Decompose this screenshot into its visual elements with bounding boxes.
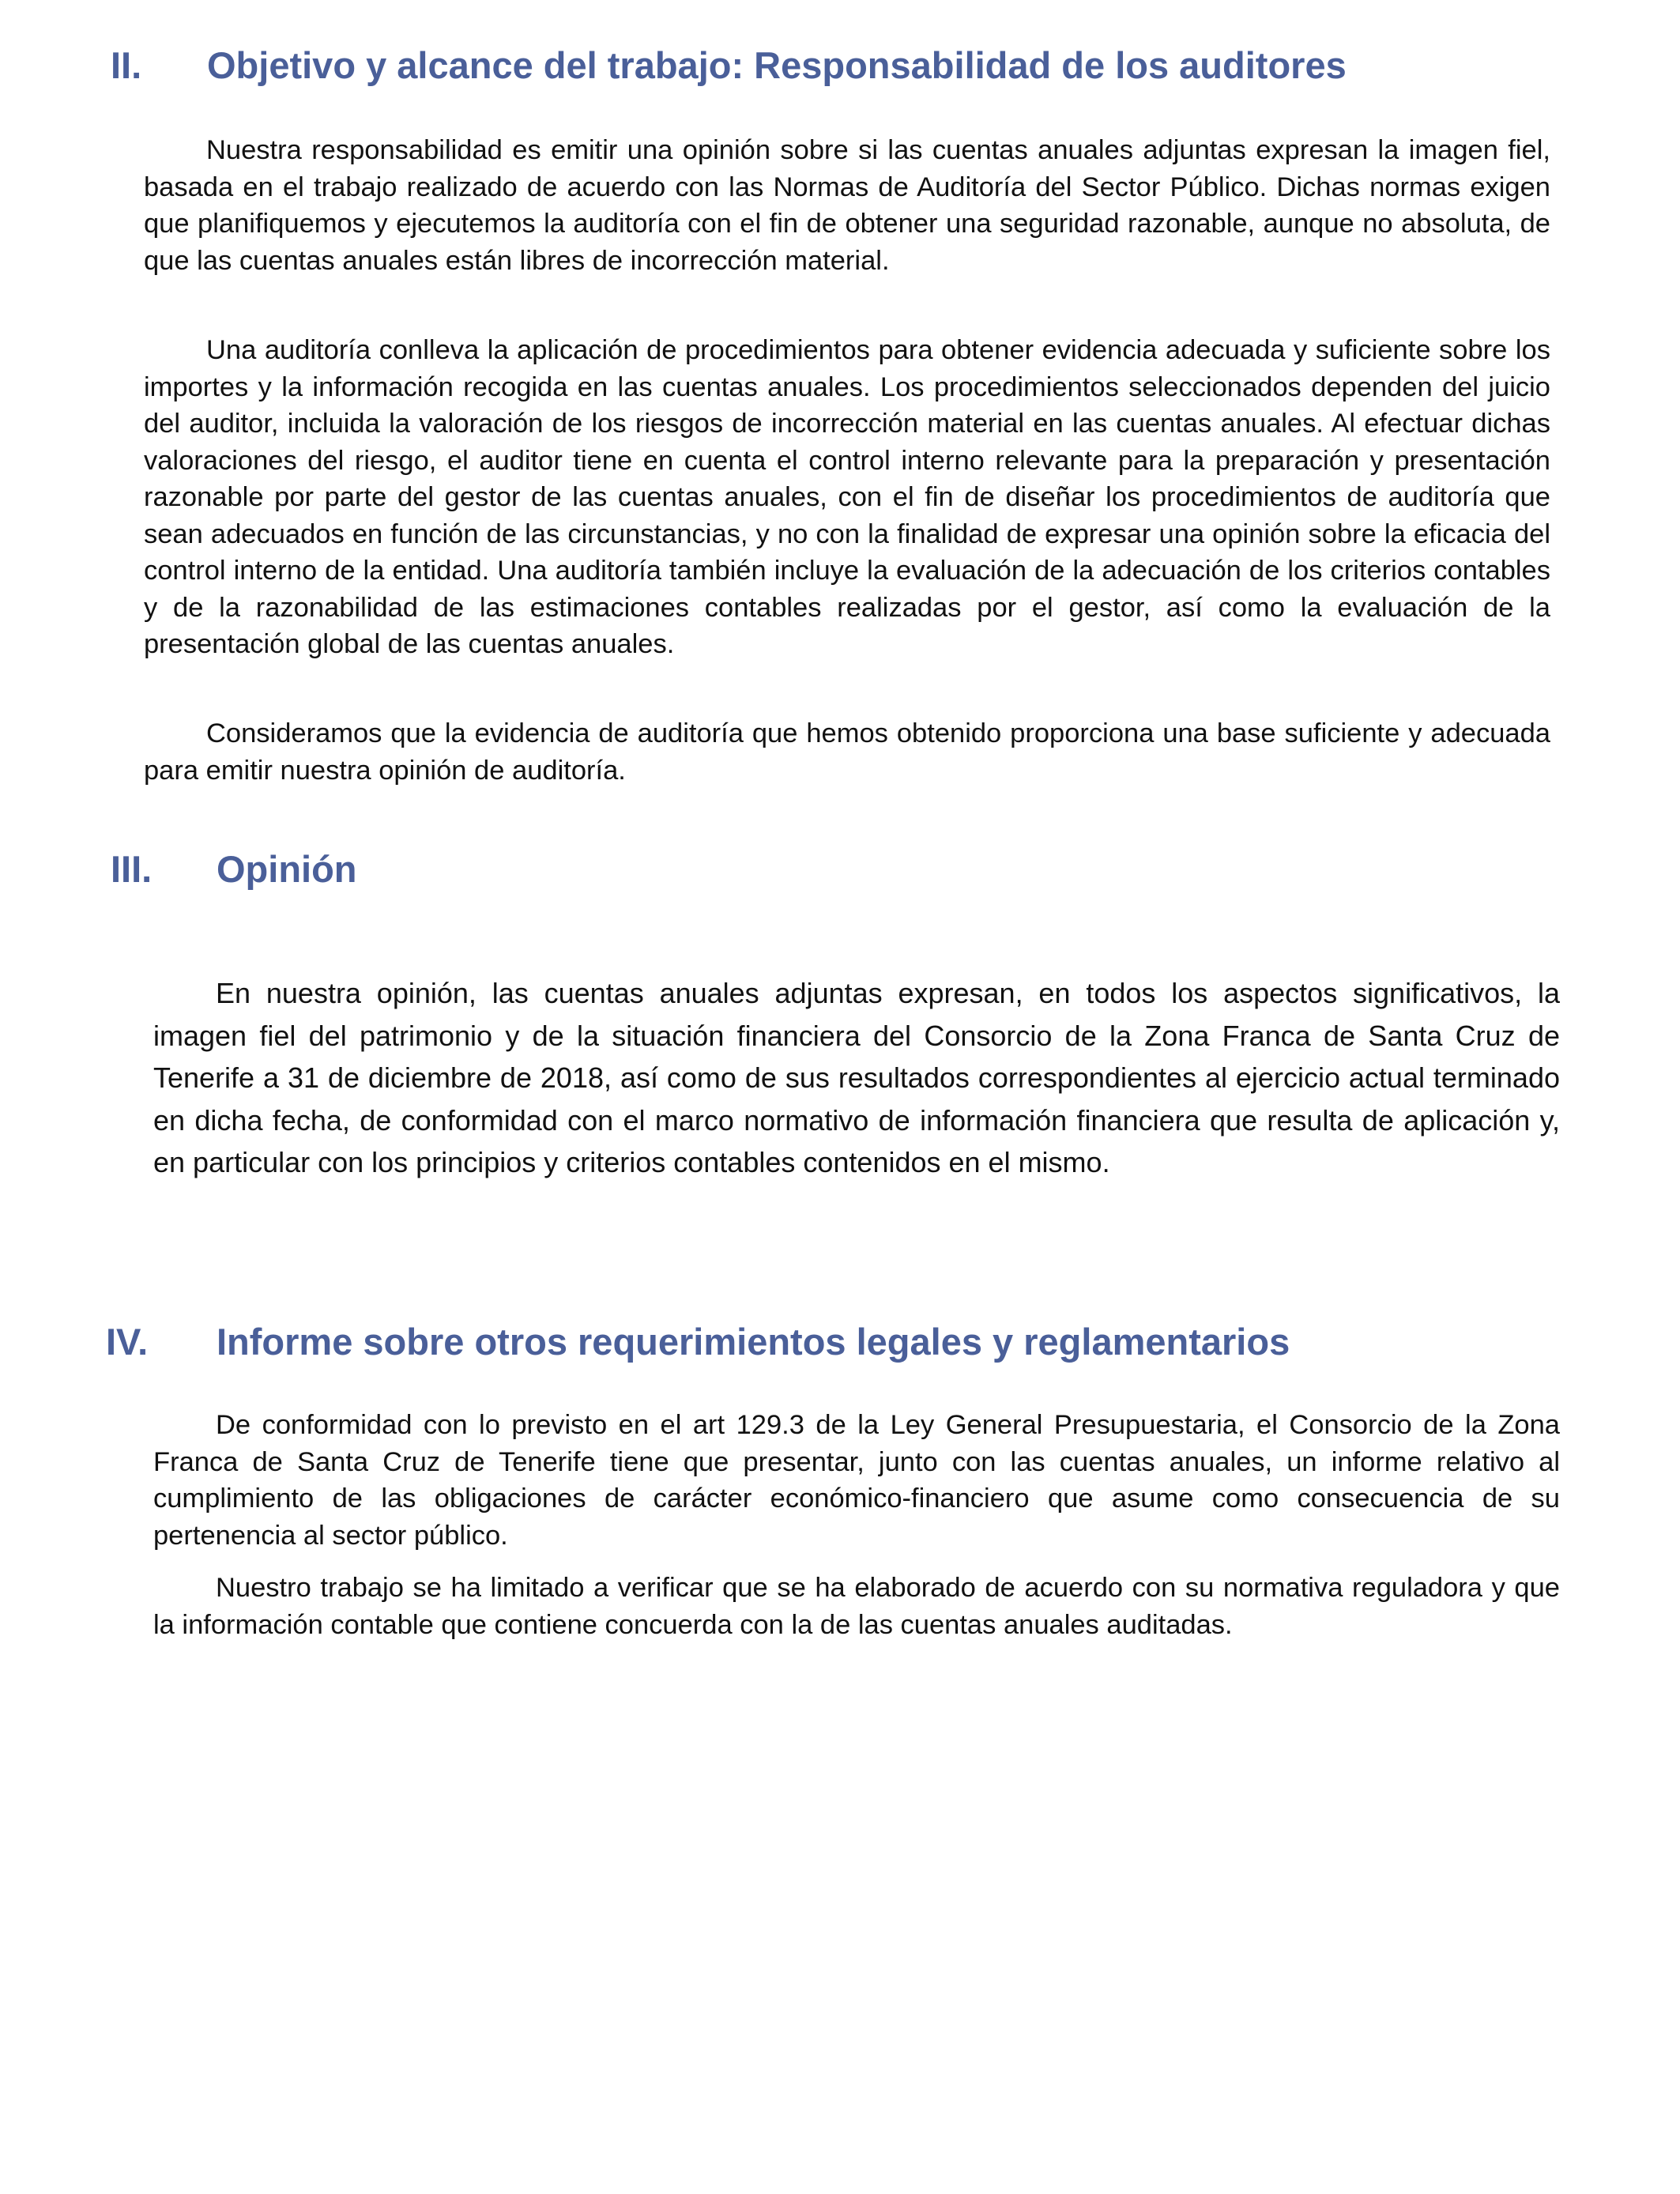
- paragraph: Nuestro trabajo se ha limitado a verificar que se ha elaborado de acuerdo con su normativa reguladora y que la información contable que contiene concuerda con la de las cuentas anuales auditadas.: [153, 1573, 1560, 1640]
- section-heading-ii: [111, 43, 1347, 87]
- opinion-paragraph: En nuestra opinión, las cuentas anuales adjuntas expresan, en todos los aspectos significativos, la imagen fiel del patrimonio y de la situación financiera del Consorcio de la Zona Franca de Santa Cruz de Tenerife a 31 de diciembre de 2018, así como de sus resultados correspondientes al ejercicio actual terminado en dicha fecha, de conformidad con el marco normativo de información financiera que resulta de aplicación y, en particular con los principios y criterios contables contenidos en el mismo.: [153, 977, 1560, 1178]
- section-heading-iii: [111, 847, 357, 891]
- section-number: IV.: [106, 1321, 149, 1363]
- paragraph: De conformidad con lo previsto en el art 129.3 de la Ley General Presupuestaria, el Consorcio de la Zona Franca de Santa Cruz de Tenerife tiene que presentar, junto con las cuentas anuales, un informe relativo al cumplimiento de las obligaciones de carácter económico-financiero que asume como consecuencia de su pertenencia al sector público.: [153, 1410, 1560, 1551]
- paragraph: Nuestra responsabilidad es emitir una opinión sobre si las cuentas anuales adjuntas expresan la imagen fiel, basada en el trabajo realizado de acuerdo con las Normas de Auditoría del Sector Público. Dichas normas exigen que planifiquemos y ejecutemos la auditoría con el fin de obtener una seguridad razonable, aunque no absoluta, de que las cuentas anuales están libres de incorrección material.: [144, 135, 1550, 276]
- section-title: Opinión: [217, 848, 357, 890]
- paragraph: Una auditoría conlleva la aplicación de procedimientos para obtener evidencia adecuada y suficiente sobre los importes y la información recogida en las cuentas anuales. Los procedimientos seleccionados dependen del juicio del auditor, incluida la valoración de los riesgos de incorrección material en las cuentas anuales. Al efectuar dichas valoraciones del riesgo, el auditor tiene en cuenta el control interno relevante para la preparación y presentación razonable por parte del gestor de las cuentas anuales, con el fin de diseñar los procedimientos de auditoría que sean adecuados en función de las circunstancias, y no con la finalidad de expresar una opinión sobre la eficacia del control interno de la entidad. Una auditoría también incluye la evaluación de la adecuación de los criterios contables y de la razonabilidad de las estimaciones contables realizadas por el gestor, así como la evaluación de la presentación global de las cuentas anuales.: [144, 335, 1550, 659]
- section-number: III.: [111, 848, 153, 890]
- paragraph: Consideramos que la evidencia de auditoría que hemos obtenido proporciona una base suficiente y adecuada para emitir nuestra opinión de auditoría.: [144, 718, 1550, 786]
- section-heading-iv: [106, 1320, 1290, 1363]
- section-title: Informe sobre otros requerimientos legales y reglamentarios: [217, 1321, 1290, 1363]
- section-title: Objetivo y alcance del trabajo: Responsabilidad de los auditores: [207, 44, 1347, 86]
- section-number: II.: [111, 44, 142, 86]
